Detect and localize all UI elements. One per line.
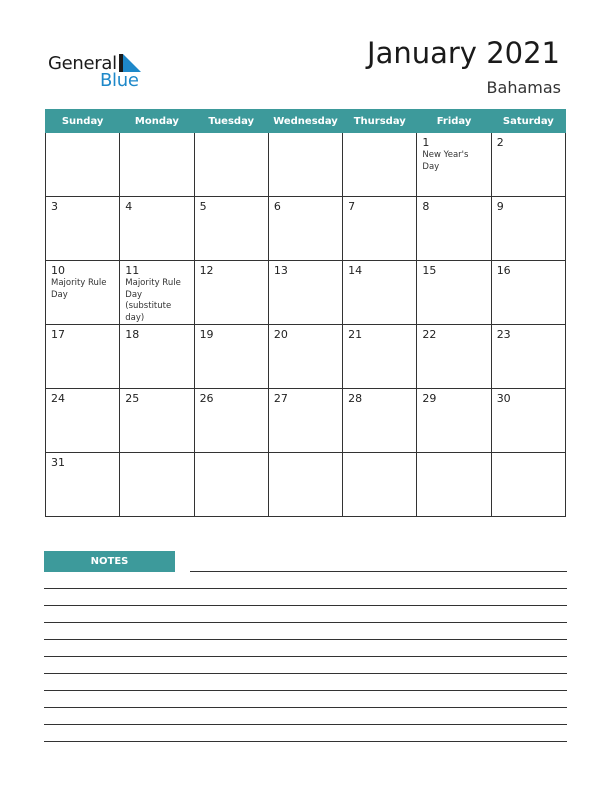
calendar-week-row <box>46 453 566 517</box>
calendar-day-cell[interactable] <box>268 133 342 197</box>
calendar-day-cell[interactable] <box>194 389 268 453</box>
day-number: 11 <box>125 264 140 277</box>
holiday-label: Majority Rule Day (substitute day) <box>125 278 181 323</box>
calendar-day-cell[interactable] <box>417 261 491 325</box>
day-number: 13 <box>273 264 288 277</box>
day-number: 22 <box>422 328 437 341</box>
day-number: 26 <box>199 392 214 405</box>
day-number: 10 <box>51 264 65 277</box>
calendar-day-cell[interactable] <box>343 197 417 261</box>
day-number: 31 <box>51 456 65 469</box>
day-number: 6 <box>273 200 281 213</box>
calendar-day-cell[interactable] <box>491 261 565 325</box>
day-number: 24 <box>51 392 65 405</box>
calendar-day-cell[interactable] <box>120 197 194 261</box>
day-number: 1 <box>422 136 430 149</box>
calendar-grid <box>45 109 566 517</box>
note-line <box>44 741 567 742</box>
calendar-week-row <box>46 197 566 261</box>
day-number: 29 <box>422 392 437 405</box>
day-number: 12 <box>199 264 214 277</box>
calendar-day-cell[interactable] <box>120 133 194 197</box>
day-number: 18 <box>125 328 140 341</box>
day-number: 20 <box>273 328 288 341</box>
weekday-header-row <box>46 110 566 133</box>
day-number: 7 <box>348 200 356 213</box>
calendar-day-cell[interactable] <box>46 325 120 389</box>
calendar-day-cell[interactable] <box>46 197 120 261</box>
calendar-week-row <box>46 389 566 453</box>
weekday-header: Friday <box>417 110 491 133</box>
note-line <box>44 656 567 657</box>
day-number: 27 <box>273 392 288 405</box>
day-number: 21 <box>348 328 363 341</box>
weekday-header: Tuesday <box>194 110 268 133</box>
holiday-label: New Year's Day <box>422 150 469 172</box>
calendar-day-cell[interactable] <box>268 261 342 325</box>
brand-name-blue: Blue <box>100 70 139 91</box>
day-number: 5 <box>199 200 207 213</box>
day-number: 19 <box>199 328 214 341</box>
weekday-header: Thursday <box>343 110 417 133</box>
calendar-day-cell[interactable] <box>268 389 342 453</box>
calendar-day-cell[interactable] <box>417 133 491 197</box>
calendar-day-cell[interactable] <box>417 389 491 453</box>
note-line <box>44 724 567 725</box>
brand-name-general: General <box>48 53 117 74</box>
page-title: January 2021 <box>367 36 560 70</box>
calendar-day-cell[interactable] <box>194 453 268 517</box>
calendar-day-cell[interactable] <box>343 261 417 325</box>
calendar-day-cell[interactable] <box>343 133 417 197</box>
day-number: 16 <box>496 264 511 277</box>
calendar-day-cell[interactable] <box>268 325 342 389</box>
calendar-day-cell[interactable] <box>46 389 120 453</box>
note-line <box>44 673 567 674</box>
weekday-header: Saturday <box>491 110 565 133</box>
calendar-day-cell[interactable] <box>120 261 194 325</box>
country-name: Bahamas <box>486 78 561 97</box>
calendar-day-cell[interactable] <box>120 453 194 517</box>
note-line <box>190 571 567 572</box>
note-line <box>44 605 567 606</box>
calendar-day-cell[interactable] <box>343 389 417 453</box>
calendar-body <box>46 133 566 517</box>
calendar-day-cell[interactable] <box>417 453 491 517</box>
day-number: 14 <box>348 264 363 277</box>
day-number: 8 <box>422 200 430 213</box>
calendar-day-cell[interactable] <box>417 325 491 389</box>
day-number: 15 <box>422 264 437 277</box>
calendar-day-cell[interactable] <box>194 197 268 261</box>
calendar-day-cell[interactable] <box>46 261 120 325</box>
calendar-day-cell[interactable] <box>491 389 565 453</box>
weekday-header: Wednesday <box>268 110 342 133</box>
day-number: 17 <box>51 328 65 341</box>
calendar-day-cell[interactable] <box>194 325 268 389</box>
calendar-day-cell[interactable] <box>120 389 194 453</box>
calendar-day-cell[interactable] <box>194 133 268 197</box>
weekday-header: Monday <box>120 110 194 133</box>
weekday-header: Sunday <box>46 110 120 133</box>
day-number: 3 <box>51 200 58 213</box>
note-line <box>44 622 567 623</box>
calendar-day-cell[interactable] <box>343 325 417 389</box>
day-number: 4 <box>125 200 133 213</box>
calendar-day-cell[interactable] <box>268 453 342 517</box>
day-number: 28 <box>348 392 363 405</box>
note-line <box>44 639 567 640</box>
calendar-day-cell[interactable] <box>491 453 565 517</box>
calendar-day-cell[interactable] <box>46 453 120 517</box>
calendar-week-row <box>46 261 566 325</box>
calendar-day-cell[interactable] <box>491 325 565 389</box>
day-number: 30 <box>496 392 511 405</box>
calendar-day-cell[interactable] <box>491 197 565 261</box>
holiday-label: Majority Rule Day <box>51 278 107 300</box>
calendar-day-cell[interactable] <box>120 325 194 389</box>
calendar-day-cell[interactable] <box>46 133 120 197</box>
calendar-day-cell[interactable] <box>194 261 268 325</box>
day-number: 23 <box>496 328 511 341</box>
day-number: 2 <box>496 136 504 149</box>
day-number: 25 <box>125 392 140 405</box>
calendar-week-row <box>46 133 566 197</box>
calendar-day-cell[interactable] <box>343 453 417 517</box>
note-line <box>44 707 567 708</box>
calendar-day-cell[interactable] <box>417 197 491 261</box>
calendar-day-cell[interactable] <box>268 197 342 261</box>
calendar-week-row <box>46 325 566 389</box>
notes-label: NOTES <box>44 551 175 572</box>
brand-logo <box>48 52 148 92</box>
note-line <box>44 588 567 589</box>
note-line <box>44 690 567 691</box>
calendar-day-cell[interactable] <box>491 133 565 197</box>
day-number: 9 <box>496 200 504 213</box>
